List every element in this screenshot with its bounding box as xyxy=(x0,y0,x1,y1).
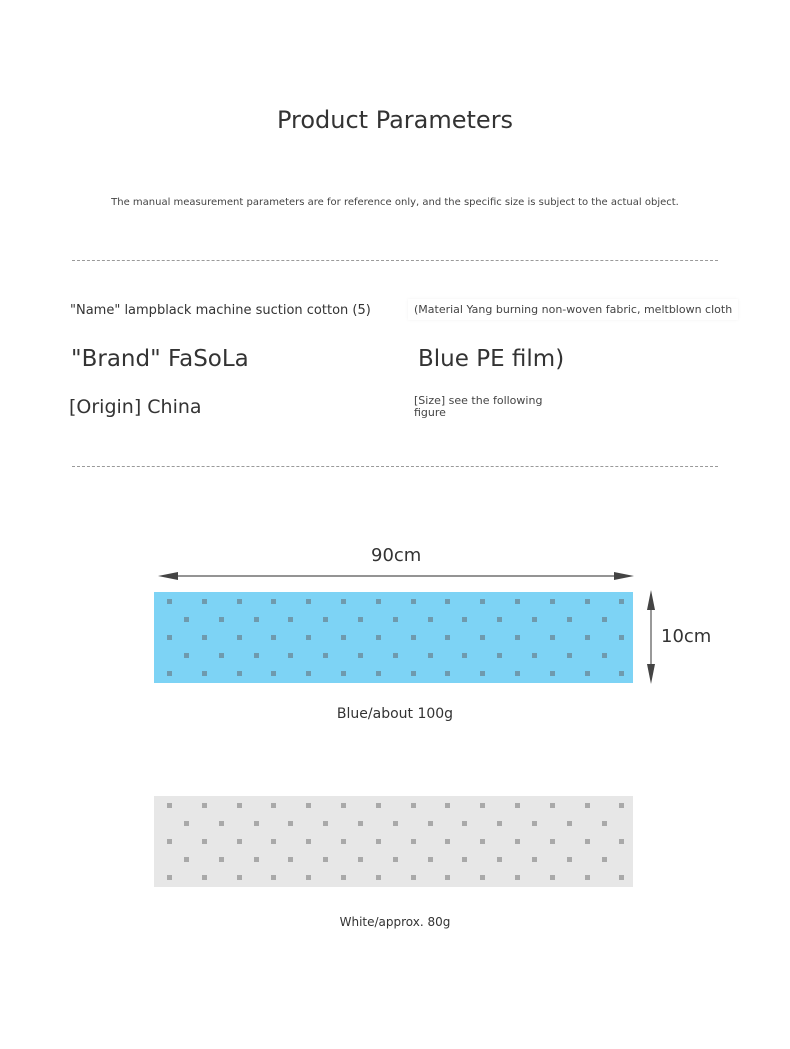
width-arrow xyxy=(158,572,634,580)
perforation-dot xyxy=(306,803,311,808)
perforation-dot xyxy=(323,617,328,622)
perforation-dot xyxy=(515,803,520,808)
perforation-dot xyxy=(480,839,485,844)
perforation-dot xyxy=(532,617,537,622)
perforation-dot xyxy=(515,635,520,640)
perforation-dot xyxy=(288,617,293,622)
perforation-dot xyxy=(619,839,624,844)
perforation-dot xyxy=(393,617,398,622)
perforation-dot xyxy=(619,803,624,808)
perforation-dot xyxy=(202,839,207,844)
perforation-dot xyxy=(376,671,381,676)
param-material-line2: Blue PE film) xyxy=(418,346,565,372)
perforation-dot xyxy=(376,839,381,844)
perforation-dot xyxy=(167,671,172,676)
perforation-dot xyxy=(585,599,590,604)
perforation-dot xyxy=(219,821,224,826)
perforation-dot xyxy=(306,671,311,676)
perforation-dot xyxy=(619,671,624,676)
perforation-dot xyxy=(480,635,485,640)
perforation-dot xyxy=(445,599,450,604)
perforation-dot xyxy=(254,653,259,658)
perforation-dot xyxy=(602,653,607,658)
perforation-dot xyxy=(567,617,572,622)
perforation-dot xyxy=(254,821,259,826)
perforation-dot xyxy=(497,821,502,826)
perforation-dot xyxy=(184,617,189,622)
perforation-dot xyxy=(515,875,520,880)
perforation-dot xyxy=(550,803,555,808)
perforation-dot xyxy=(237,671,242,676)
perforation-dot xyxy=(480,875,485,880)
perforation-dot xyxy=(619,875,624,880)
perforation-dot xyxy=(550,875,555,880)
perforation-dot xyxy=(167,635,172,640)
perforation-dot xyxy=(602,617,607,622)
perforation-dot xyxy=(550,839,555,844)
perforation-dot xyxy=(219,653,224,658)
perforation-dot xyxy=(532,821,537,826)
perforation-dot xyxy=(602,857,607,862)
perforation-dot xyxy=(202,671,207,676)
perforation-dot xyxy=(358,821,363,826)
perforation-dot xyxy=(237,599,242,604)
perforation-dot xyxy=(411,599,416,604)
perforation-dot xyxy=(585,803,590,808)
perforation-dot xyxy=(585,875,590,880)
height-label: 10cm xyxy=(661,626,712,647)
width-label: 90cm xyxy=(371,545,422,566)
perforation-dot xyxy=(411,839,416,844)
perforation-dot xyxy=(271,671,276,676)
perforation-dot xyxy=(254,617,259,622)
perforation-dot xyxy=(428,821,433,826)
measurement-note: The manual measurement parameters are for reference only, and the specific size is subject to the actual object. xyxy=(111,197,679,208)
perforation-dot xyxy=(341,599,346,604)
perforation-dot xyxy=(184,857,189,862)
perforation-dot xyxy=(462,617,467,622)
perforation-dot xyxy=(271,839,276,844)
perforation-dot xyxy=(341,671,346,676)
perforation-dot xyxy=(376,875,381,880)
perforation-dot xyxy=(323,857,328,862)
param-brand: "Brand" FaSoLa xyxy=(71,346,249,372)
perforation-dot xyxy=(567,653,572,658)
perforation-dot xyxy=(532,857,537,862)
perforation-dot xyxy=(271,875,276,880)
blue-strip xyxy=(154,592,633,683)
perforation-dot xyxy=(376,599,381,604)
perforation-dot xyxy=(288,653,293,658)
perforation-dot xyxy=(237,803,242,808)
perforation-dot xyxy=(167,839,172,844)
perforation-dot xyxy=(515,671,520,676)
perforation-dot xyxy=(411,635,416,640)
perforation-dot xyxy=(515,839,520,844)
perforation-dot xyxy=(445,671,450,676)
perforation-dot xyxy=(167,875,172,880)
perforation-dot xyxy=(271,803,276,808)
perforation-dot xyxy=(288,821,293,826)
height-arrow xyxy=(647,590,655,684)
perforation-dot xyxy=(237,875,242,880)
perforation-dot xyxy=(167,803,172,808)
perforation-dot xyxy=(585,671,590,676)
param-origin: [Origin] China xyxy=(69,396,202,418)
white-strip xyxy=(154,796,633,887)
perforation-dot xyxy=(237,635,242,640)
perforation-dot xyxy=(619,599,624,604)
perforation-dot xyxy=(254,857,259,862)
perforation-dot xyxy=(411,671,416,676)
perforation-dot xyxy=(184,653,189,658)
perforation-dot xyxy=(550,671,555,676)
perforation-dot xyxy=(532,653,537,658)
perforation-dot xyxy=(619,635,624,640)
perforation-dot xyxy=(271,635,276,640)
perforation-dot xyxy=(445,839,450,844)
param-size: [Size] see the following figure xyxy=(414,394,543,419)
perforation-dot xyxy=(237,839,242,844)
perforation-dot xyxy=(358,617,363,622)
perforation-dot xyxy=(341,839,346,844)
perforation-dot xyxy=(306,599,311,604)
perforation-dot xyxy=(550,635,555,640)
perforation-dot xyxy=(411,803,416,808)
perforation-dot xyxy=(445,803,450,808)
perforation-dot xyxy=(550,599,555,604)
perforation-dot xyxy=(202,875,207,880)
perforation-dot xyxy=(411,875,416,880)
perforation-dot xyxy=(393,653,398,658)
perforation-dot xyxy=(428,653,433,658)
perforation-dot xyxy=(288,857,293,862)
page-title: Product Parameters xyxy=(276,106,514,134)
perforation-dot xyxy=(567,821,572,826)
perforation-dot xyxy=(306,875,311,880)
perforation-dot xyxy=(376,803,381,808)
perforation-dot xyxy=(602,821,607,826)
perforation-dot xyxy=(219,617,224,622)
perforation-dot xyxy=(497,617,502,622)
perforation-dot xyxy=(376,635,381,640)
perforation-dot xyxy=(341,875,346,880)
perforation-dot xyxy=(167,599,172,604)
perforation-dot xyxy=(497,857,502,862)
perforation-dot xyxy=(202,599,207,604)
perforation-dot xyxy=(462,857,467,862)
perforation-dot xyxy=(306,635,311,640)
perforation-dot xyxy=(341,635,346,640)
perforation-dot xyxy=(497,653,502,658)
perforation-dot xyxy=(219,857,224,862)
param-material-line1: (Material Yang burning non-woven fabric, meltblown cloth xyxy=(408,299,738,320)
perforation-dot xyxy=(184,821,189,826)
perforation-dot xyxy=(202,635,207,640)
perforation-dot xyxy=(323,653,328,658)
perforation-dot xyxy=(480,599,485,604)
param-name: "Name" lampblack machine suction cotton (5) xyxy=(70,303,371,318)
perforation-dot xyxy=(428,617,433,622)
perforation-dot xyxy=(462,653,467,658)
perforation-dot xyxy=(585,839,590,844)
perforation-dot xyxy=(202,803,207,808)
perforation-dot xyxy=(271,599,276,604)
perforation-dot xyxy=(585,635,590,640)
perforation-dot xyxy=(306,839,311,844)
perforation-dot xyxy=(462,821,467,826)
perforation-dot xyxy=(445,875,450,880)
perforation-dot xyxy=(323,821,328,826)
perforation-dot xyxy=(341,803,346,808)
perforation-dot xyxy=(358,857,363,862)
perforation-dot xyxy=(358,653,363,658)
perforation-dot xyxy=(480,803,485,808)
blue-strip-caption: Blue/about 100g xyxy=(336,706,454,722)
white-strip-caption: White/approx. 80g xyxy=(339,915,451,929)
perforation-dot xyxy=(445,635,450,640)
perforation-dot xyxy=(480,671,485,676)
perforation-dot xyxy=(393,857,398,862)
perforation-dot xyxy=(428,857,433,862)
perforation-dot xyxy=(515,599,520,604)
perforation-dot xyxy=(393,821,398,826)
perforation-dot xyxy=(567,857,572,862)
